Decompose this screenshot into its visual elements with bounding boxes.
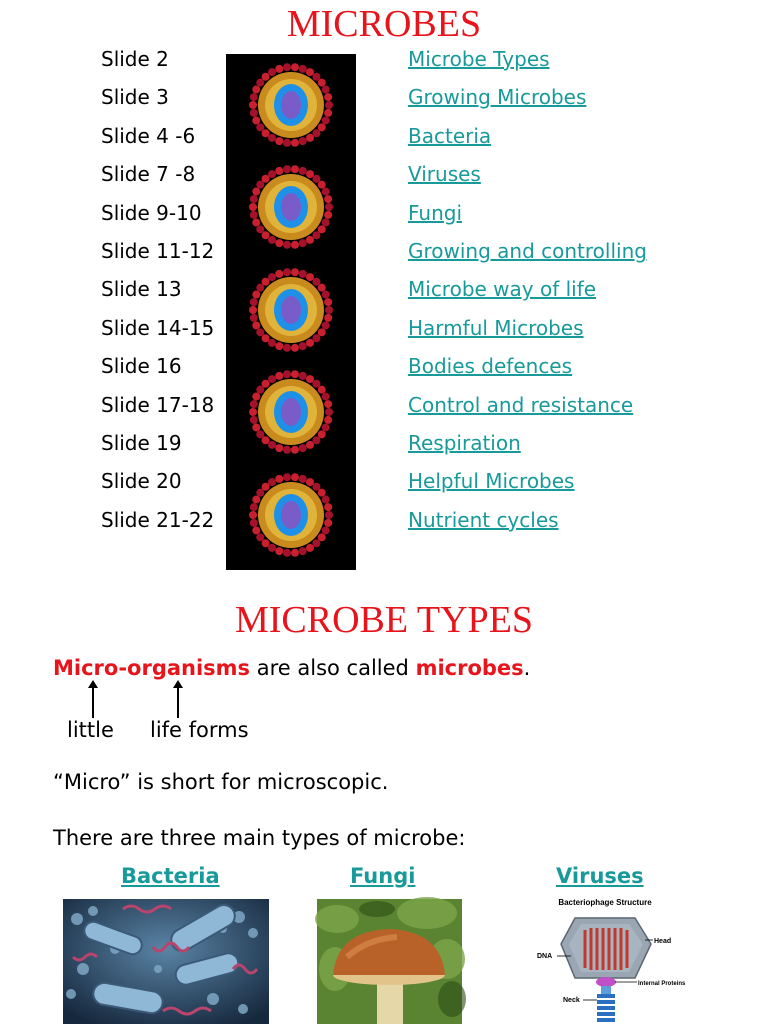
micro-note: “Micro” is short for microscopic.: [53, 770, 389, 794]
bacteriophage-diagram: [535, 896, 686, 1024]
slide-range-label: Slide 11-12: [101, 239, 215, 263]
topic-link[interactable]: Fungi: [408, 200, 463, 225]
slide-range-label: Slide 9-10: [101, 200, 202, 225]
virus-icon: [246, 60, 336, 150]
types-intro: There are three main types of microbe:: [53, 826, 466, 850]
virus-image-strip: [226, 54, 356, 570]
diagram-label-internal-proteins: Internal Proteins: [638, 981, 686, 987]
topic-link[interactable]: Respiration: [408, 431, 521, 455]
intro-middle-text: are also called: [250, 656, 416, 680]
slide-range-label: Slide 2: [101, 47, 169, 71]
slide-range-label: Slide 13: [101, 277, 182, 302]
diagram-label-neck: Neck: [563, 997, 580, 1004]
topic-link[interactable]: Growing Microbes: [408, 85, 587, 110]
diagram-label-dna: DNA: [537, 953, 553, 960]
virus-icon: [246, 367, 336, 457]
slide-range-label: Slide 21-22: [101, 507, 215, 532]
section-title: MICROBE TYPES: [234, 599, 534, 641]
term-microbes: microbes: [415, 656, 524, 680]
topic-link[interactable]: Bodies defences: [408, 354, 573, 379]
page-title: MICROBES: [286, 3, 482, 45]
slide-range-label: Slide 19: [101, 431, 182, 455]
link-bacteria[interactable]: Bacteria: [121, 864, 220, 888]
topic-link[interactable]: Harmful Microbes: [408, 315, 584, 340]
topic-link[interactable]: Control and resistance: [408, 392, 634, 417]
virus-icon: [246, 265, 336, 355]
slide-range-label: Slide 14-15: [101, 315, 215, 340]
slide-range-label: Slide 3: [101, 85, 169, 110]
diagram-title: Bacteriophage Structure: [558, 898, 652, 907]
slide-range-label: Slide 17-18: [101, 392, 215, 417]
slide-range-label: Slide 16: [101, 354, 182, 379]
diagram-label-head: Head: [654, 938, 672, 945]
virus-icon: [246, 470, 336, 560]
link-viruses[interactable]: Viruses: [556, 864, 644, 888]
arrowhead-little: [88, 680, 98, 688]
link-fungi[interactable]: Fungi: [350, 864, 416, 888]
bacteria-image: [63, 899, 269, 1024]
intro-sentence: [53, 656, 530, 680]
arrowhead-life-forms: [173, 680, 183, 688]
slide-range-label: Slide 7 -8: [101, 162, 196, 187]
intro-end-text: .: [523, 656, 531, 680]
virus-icon: [246, 162, 336, 252]
topic-link[interactable]: Microbe Types: [408, 47, 550, 71]
topic-link[interactable]: Microbe way of life: [408, 277, 597, 302]
slide-range-label: Slide 4 -6: [101, 123, 196, 148]
topic-link[interactable]: Growing and controlling: [408, 239, 647, 263]
arrow-line-little: [92, 684, 94, 718]
label-little: little: [67, 718, 114, 742]
topic-link[interactable]: Viruses: [408, 162, 481, 187]
topic-link[interactable]: Nutrient cycles: [408, 507, 559, 532]
label-life-forms: life forms: [150, 718, 249, 742]
term-micro-organisms: Micro-organisms: [53, 656, 251, 680]
fungi-image: [317, 899, 462, 1024]
arrow-line-life-forms: [177, 684, 179, 718]
topic-link[interactable]: Helpful Microbes: [408, 469, 575, 494]
slide-range-label: Slide 20: [101, 469, 182, 494]
topic-link[interactable]: Bacteria: [408, 123, 492, 148]
